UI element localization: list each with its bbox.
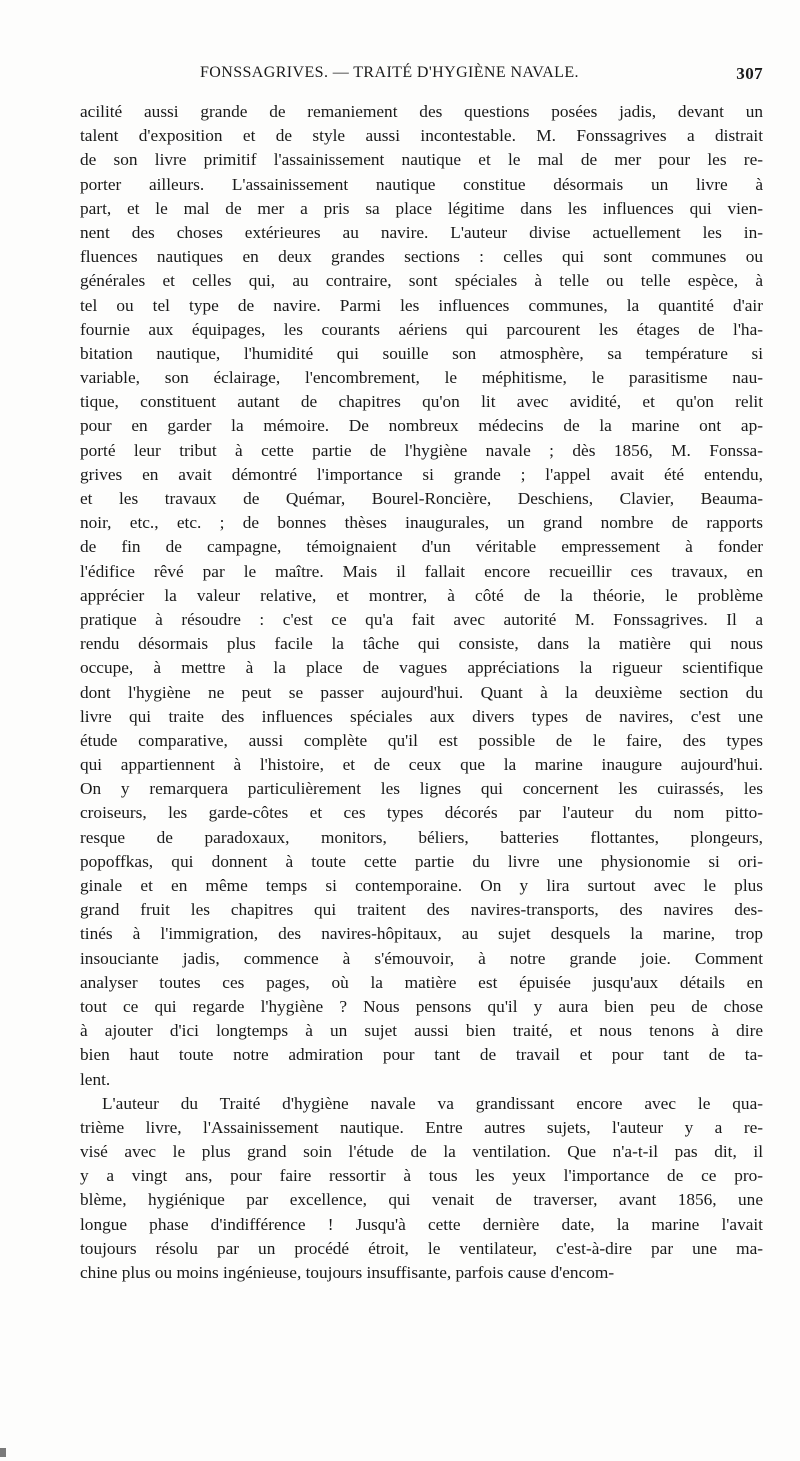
page-number: 307 [736,64,763,83]
scan-edge-mark [0,1448,6,1457]
text-line: tinés à l'immigration, des navires-hôpitaux, au sujet desquels la marine, trop [80,924,763,944]
text-line: tique, constituent autant de chapitres qu'on lit avec avidité, et qu'on relit [80,392,763,412]
body-text [80,100,763,1285]
text-line: pratique à résoudre : c'est ce qu'a fait avec autorité M. Fonssagrives. Il a [80,609,763,629]
text-line: rendu désormais plus facile la tâche qui consiste, dans la matière qui nous [80,634,763,654]
text-line: fluences nautiques en deux grandes sections : celles qui sont communes ou [80,247,763,267]
text-line: à ajouter d'ici longtemps à un sujet aussi bien traité, et nous tenons à dire [80,1021,763,1041]
text-line: popoffkas, qui donnent à toute cette partie du livre une physionomie si ori- [80,851,763,871]
text-line: acilité aussi grande de remaniement des questions posées jadis, devant un [80,102,763,121]
text-line: part, et le mal de mer a pris sa place légitime dans les influences qui vien- [80,198,763,218]
text-line: toujours résolu par un procédé étroit, le ventilateur, c'est-à-dire par une ma- [80,1238,763,1258]
text-line: étude comparative, aussi complète qu'il est possible de le faire, des types [80,730,763,750]
text-line: croiseurs, les garde-côtes et ces types décorés par l'auteur du nom pitto- [80,803,763,823]
text-line: insouciante jadis, commence à s'émouvoir, à notre grande joie. Comment [80,948,763,968]
text-line: y a vingt ans, pour faire ressortir à tous les yeux l'importance de ce pro- [80,1166,763,1186]
text-line: occupe, à mettre à la place de vagues appréciations la rigueur scientifique [80,658,763,678]
text-line: ginale et en même temps si contemporaine. On y lira surtout avec le plus [80,876,763,895]
text-line: variable, son éclairage, l'encombrement, le méphitisme, le parasitisme nau- [80,368,763,388]
text-line: longue phase d'indifférence ! Jusqu'à cette dernière date, la marine l'avait [80,1214,763,1234]
text-line: et les travaux de Quémar, Bourel-Roncière, Deschiens, Clavier, Beauma- [80,489,763,508]
text-line: trième livre, l'Assainissement nautique. Entre autres sujets, l'auteur y a re- [80,1117,763,1137]
text-line: grives en avait démontré l'importance si grande ; l'appel avait été entendu, [80,464,763,484]
text-line: visé avec le plus grand soin l'étude de la ventilation. Que n'a-t-il pas dit, il [80,1142,763,1162]
text-line: chine plus ou moins ingénieuse, toujours insuffisante, parfois cause d'encom- [80,1263,615,1282]
text-line: bitation nautique, l'humidité qui souille son atmosphère, sa température si [80,343,763,363]
text-line: nent des choses extérieures au navire. L'auteur divise actuellement les in- [80,222,763,242]
text-line: générales et celles qui, au contraire, sont spéciales à telle ou telle espèce, à [80,271,763,291]
text-line: bien haut toute notre admiration pour tant de travail et pour tant de ta- [80,1045,763,1065]
text-line: analyser toutes ces pages, où la matière est épuisée jusqu'aux détails en [80,972,763,992]
page-header [80,64,763,88]
text-line: blème, hygiénique par excellence, qui venait de traverser, avant 1856, une [80,1190,763,1210]
text-line: porter ailleurs. L'assainissement nautique constitue désormais un livre à [80,174,763,194]
text-line: l'édifice rêvé par le maître. Mais il fallait encore recueillir ces travaux, en [80,561,763,581]
text-line: de son livre primitif l'assainissement nautique et le mal de mer pour les re- [80,150,763,170]
text-line: grand fruit les chapitres qui traitent des navires-transports, des navires des- [80,900,763,920]
text-line: tel ou tel type de navire. Parmi les influences communes, la quantité d'air [80,295,763,315]
text-line: L'auteur du Traité d'hygiène navale va grandissant encore avec le qua- [102,1093,763,1113]
text-line: noir, etc., etc. ; de bonnes thèses inaugurales, un grand nombre de rapports [80,513,763,533]
text-line: On y remarquera particulièrement les lignes qui concernent les cuirassés, les [80,779,763,799]
text-line: dont l'hygiène ne peut se passer aujourd'hui. Quant à la deuxième section du [80,682,763,702]
text-line: tout ce qui regarde l'hygiène ? Nous pensons qu'il y aura bien peu de chose [80,996,763,1016]
text-line: resque de paradoxaux, monitors, béliers, batteries flottantes, plongeurs, [80,827,763,847]
text-line: porté leur tribut à cette partie de l'hygiène navale ; dès 1856, M. Fonssa- [80,440,763,460]
text-line: pour en garder la mémoire. De nombreux médecins de la marine ont ap- [80,416,763,436]
text-line: talent d'exposition et de style aussi incontestable. M. Fonssagrives a distrait [80,126,763,146]
text-line: livre qui traite des influences spéciales aux divers types de navires, c'est une [80,706,763,726]
text-line: fournie aux équipages, les courants aériens qui parcourent les étages de l'ha- [80,319,763,339]
text-line: apprécier la valeur relative, et montrer, à côté de la théorie, le problème [80,585,763,605]
text-line: lent. [80,1069,111,1089]
text-line: de fin de campagne, témoignaient d'un véritable empressement à fonder [80,537,763,557]
text-line: qui appartiennent à l'histoire, et de ceux que la marine inaugure aujourd'hui. [80,755,763,775]
running-title: FONSSAGRIVES. — TRAITÉ D'HYGIÈNE NAVALE. [200,64,579,81]
